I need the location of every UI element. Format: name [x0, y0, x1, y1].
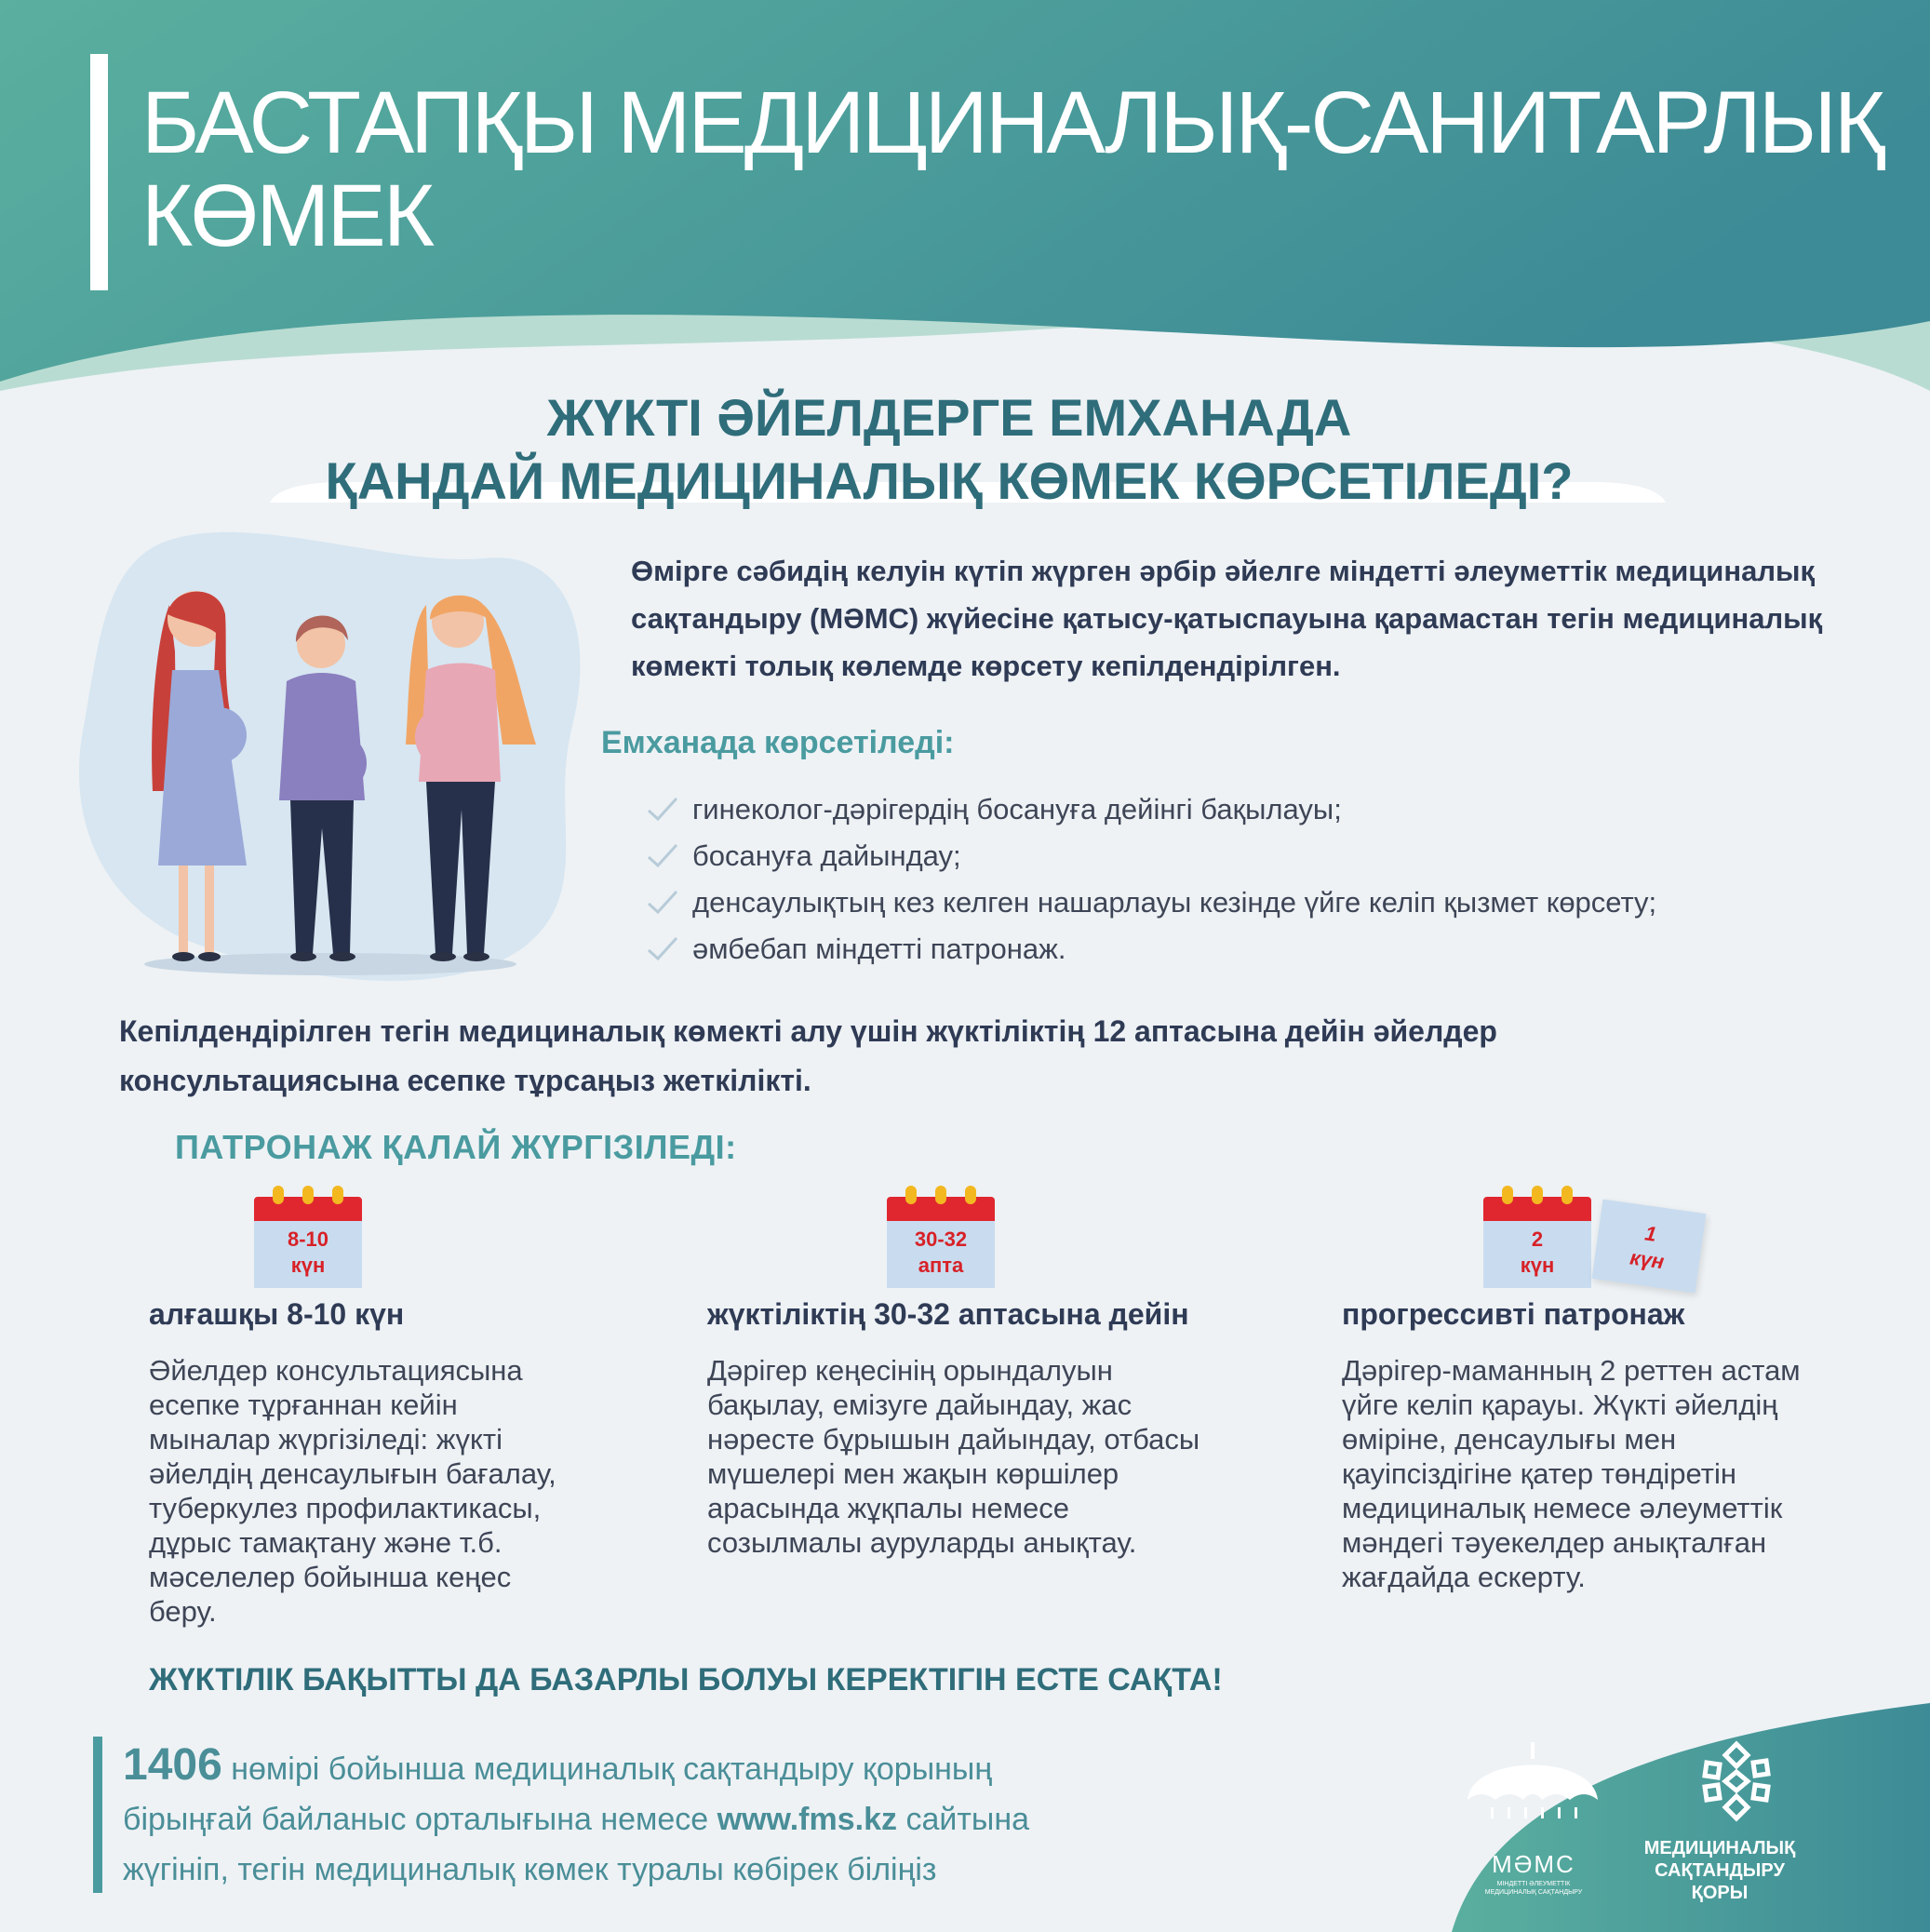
- calendar-page-icon: [1592, 1200, 1707, 1294]
- text-line: есепке тұрғаннан кейін: [149, 1389, 458, 1421]
- list-item-text: әмбебап міндетті патронаж.: [692, 932, 1066, 965]
- calendar-unit: күн: [1520, 1254, 1555, 1277]
- calendar-value: 2: [1531, 1228, 1544, 1251]
- text-line: туберкулез профилактикасы,: [149, 1492, 542, 1524]
- calendar-icon: [887, 1186, 995, 1288]
- text-line: Дәрігер-маманның 2 реттен астам: [1342, 1354, 1801, 1387]
- text-line: Әйелдер консультациясына: [149, 1354, 523, 1387]
- hotline-number: 1406: [123, 1740, 222, 1790]
- list-item-text: гинеколог-дәрігердің босануға дейінгі бақылауы;: [692, 793, 1342, 825]
- text-line: медициналық немесе әлеуметтік: [1342, 1492, 1783, 1524]
- text-line: мәндегі тәуекелдер анықталған: [1342, 1526, 1767, 1559]
- check-icon: [646, 889, 679, 917]
- intro-line1: Өмірге сәбидің келуін күтіп жүрген әрбір әйелге міндетті әлеуметтік медициналық: [631, 555, 1816, 587]
- fund-logo-icon: [1694, 1737, 1779, 1826]
- footer-line2: бірыңғай байланыс орталығына немесе: [123, 1802, 717, 1837]
- text-line: созылмалы ауруларды анықтау.: [707, 1526, 1137, 1559]
- list-item: [646, 879, 1856, 926]
- woman-left-figure: [152, 591, 247, 961]
- intro-line2: сақтандыру (МӘМС) жүйесіне қатысу-қатыспауына қарамастан тегін медициналық: [631, 602, 1823, 635]
- text-line: дұрыс тамақтану және т.б.: [149, 1526, 503, 1559]
- guarantee-line2: консультациясына есепке тұрсаңыз жеткілікті.: [119, 1064, 811, 1097]
- patronage-title: ПАТРОНАЖ ҚАЛАЙ ЖҮРГІЗІЛЕДІ:: [175, 1128, 737, 1166]
- fund-logo-line1: МЕДИЦИНАЛЫҚ: [1643, 1838, 1796, 1858]
- guarantee-line1: Кепілдендірілген тегін медициналық көмекті алу үшін жүктіліктің 12 аптасына дейін әйелдер: [119, 1014, 1497, 1048]
- intro-paragraph: [631, 547, 1878, 690]
- list-item: [646, 926, 1856, 973]
- check-icon: [646, 935, 679, 963]
- calendar-unit: апта: [918, 1254, 964, 1277]
- question-heading: [223, 386, 1675, 513]
- check-icon: [646, 842, 679, 870]
- footer-contact-text: [123, 1740, 1388, 1895]
- list-item: [646, 786, 1856, 833]
- text-line: арасында жұқпалы немесе: [707, 1492, 1070, 1524]
- calendar-unit: күн: [1628, 1245, 1666, 1274]
- text-line: мыналар жүргізіледі: жүкті: [149, 1423, 503, 1456]
- patronage-col1-heading: алғашқы 8-10 күн: [149, 1297, 405, 1331]
- check-icon: [646, 796, 679, 824]
- guarantee-paragraph: [119, 1007, 1850, 1106]
- header-accent-bar: [90, 54, 108, 290]
- remember-slogan: ЖҮКТІЛІК БАҚЫТТЫ ДА БАЗАРЛЫ БОЛУЫ КЕРЕКТІГІН ЕСТЕ САҚТА!: [149, 1662, 1223, 1697]
- woman-middle-figure: [279, 616, 367, 961]
- text-line: үйге келіп қарауы. Жүкті әйелдің: [1342, 1389, 1778, 1421]
- text-line: нәресте бұрышын дайындау, отбасы: [707, 1423, 1200, 1456]
- text-line: бақылау, емізуге дайындау, жас: [707, 1389, 1133, 1421]
- calendar-unit: күн: [290, 1254, 326, 1277]
- text-line: мүшелері мен жақын көршілер: [707, 1457, 1119, 1490]
- footer-line1: нөмірі бойынша медициналық сақтандыру қорының: [221, 1751, 993, 1787]
- umbrella-logo-icon: [1463, 1735, 1602, 1852]
- page-title: [141, 74, 1891, 265]
- text-line: Дәрігер кеңесінің орындалуын: [707, 1354, 1113, 1387]
- question-line1: ЖҮКТІ ӘЙЕЛДЕРГЕ ЕМХАНАДА: [546, 388, 1352, 447]
- calendar-icon: [1483, 1186, 1591, 1288]
- footer-line2-end: сайтына: [897, 1802, 1030, 1837]
- mams-logo-subtitle: МІНДЕТТІ ӘЛЕУМЕТТІК МЕДИЦИНАЛЫҚ САҚТАНДЫРУ: [1484, 1881, 1583, 1896]
- calendar-value: 1: [1643, 1221, 1658, 1246]
- list-item-text: денсаулықтың кез келген нашарлауы кезінде үйге келіп қызмет көрсету;: [692, 886, 1657, 919]
- text-line: өміріне, денсаулығы мен: [1342, 1423, 1677, 1456]
- list-item-text: босануға дайындау;: [692, 839, 961, 872]
- clinic-services-title: Емханада көрсетіледі:: [601, 725, 955, 760]
- page-title-line2: КӨМЕК: [141, 167, 433, 265]
- footer-line3: жүгініп, тегін медициналық көмек туралы көбірек біліңіз: [123, 1852, 937, 1887]
- text-line: жағдайда ескерту.: [1342, 1561, 1586, 1593]
- calendar-value: 30-32: [914, 1228, 968, 1251]
- list-item: [646, 833, 1856, 879]
- calendar-icon: [254, 1186, 362, 1288]
- text-line: әйелдің денсаулығын бағалау,: [149, 1457, 556, 1490]
- patronage-col2-heading: жүктіліктің 30-32 аптасына дейін: [707, 1297, 1189, 1331]
- woman-right-figure: [406, 596, 536, 961]
- question-line2: ҚАНДАЙ МЕДИЦИНАЛЫҚ КӨМЕК КӨРСЕТІЛЕДІ?: [325, 451, 1574, 510]
- page-title-line1: БАСТАПҚЫ МЕДИЦИНАЛЫҚ-САНИТАРЛЫҚ: [141, 74, 1883, 172]
- patronage-col1-text: [149, 1353, 633, 1629]
- text-line: қауіпсіздігіне қатер төндіретін: [1342, 1457, 1736, 1490]
- text-line: мәселелер бойынша кеңес: [149, 1561, 512, 1593]
- patronage-col3-text: [1342, 1353, 1900, 1594]
- clinic-services-list: [646, 786, 1856, 973]
- footer-accent-bar: [93, 1737, 102, 1893]
- mams-logo-text: МӘМС: [1492, 1850, 1575, 1878]
- website-link[interactable]: www.fms.kz: [717, 1802, 897, 1837]
- fund-logo-line2: САҚТАНДЫРУ: [1655, 1860, 1785, 1881]
- pregnant-women-illustration: [130, 577, 568, 968]
- intro-line3: көмекті толық көлемде көрсету кепілдендірілген.: [631, 650, 1341, 682]
- patronage-col3-heading: прогрессивті патронаж: [1342, 1297, 1685, 1331]
- patronage-col2-text: [707, 1353, 1266, 1560]
- fund-logo-text: [1636, 1837, 1803, 1904]
- fund-logo-line3: ҚОРЫ: [1691, 1883, 1749, 1903]
- text-line: беру.: [149, 1595, 217, 1628]
- calendar-value: 8-10: [287, 1228, 329, 1251]
